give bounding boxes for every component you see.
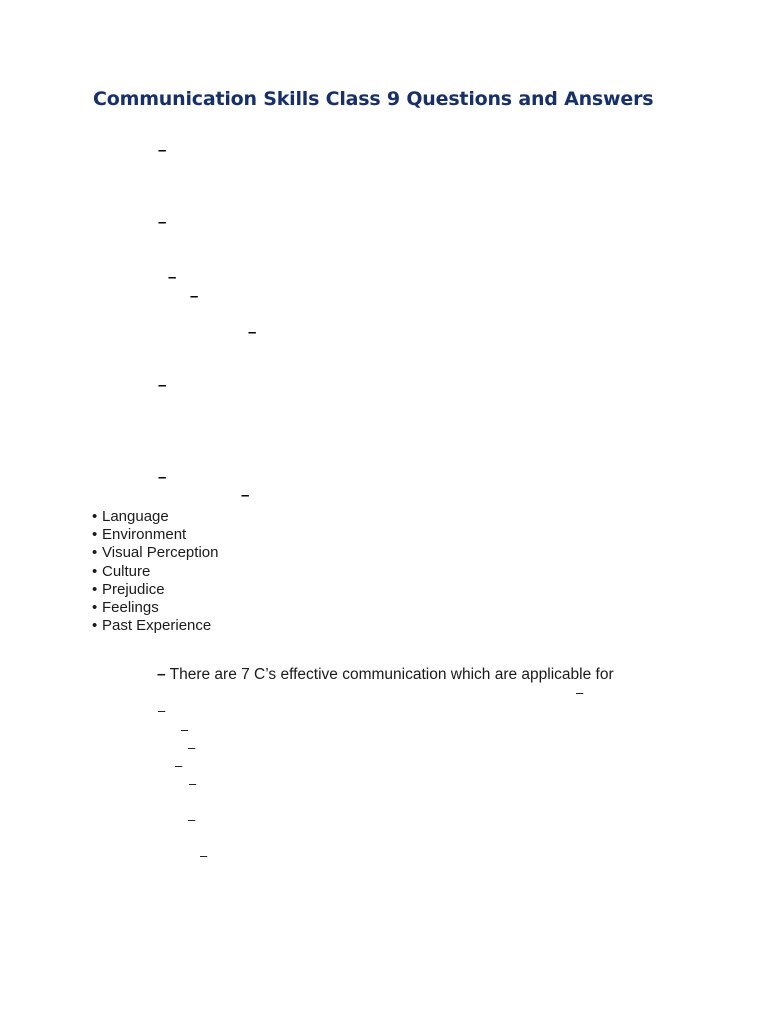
seven-cs-answer <box>157 666 614 684</box>
answer-dash-marker: – <box>175 758 183 773</box>
answer-dash-marker: – <box>190 288 199 305</box>
answer-dash-marker: – <box>188 740 196 755</box>
answer-dash-marker: – <box>200 848 208 863</box>
bullet-icon: • <box>92 617 98 635</box>
answer-dash-marker: – <box>576 685 584 700</box>
list-item <box>92 508 218 526</box>
answer-dash-marker: – <box>168 269 177 286</box>
bullet-icon: • <box>92 599 98 617</box>
page-title: Communication Skills Class 9 Questions and Answers <box>93 88 654 110</box>
bullet-icon: • <box>92 580 98 598</box>
list-item-label: Past Experience <box>102 617 212 635</box>
list-item <box>92 617 218 635</box>
answer-dash-marker: – <box>188 812 196 827</box>
list-item-label: Environment <box>102 526 187 544</box>
answer-dash-marker: – <box>189 776 197 791</box>
seven-cs-answer-text: There are 7 C’s effective communication which are applicable for <box>169 666 614 683</box>
bullet-icon: • <box>92 508 98 525</box>
answer-dash-marker: – <box>158 703 166 718</box>
answer-dash-marker: – <box>157 666 166 683</box>
list-item-label: Feelings <box>102 599 159 617</box>
list-item <box>92 563 218 581</box>
list-item <box>92 581 218 599</box>
answer-dash-marker: – <box>158 377 167 394</box>
bullet-icon: • <box>92 526 98 544</box>
answer-dash-marker: – <box>181 722 189 737</box>
answer-dash-marker: – <box>158 142 167 159</box>
bullet-icon: • <box>92 544 98 562</box>
answer-dash-marker: – <box>158 469 167 486</box>
list-item-label: Language <box>102 508 169 525</box>
list-item <box>92 544 218 562</box>
answer-dash-marker: – <box>158 214 167 231</box>
list-item <box>92 526 218 544</box>
list-item <box>92 599 218 617</box>
answer-dash-marker: – <box>248 324 257 341</box>
answer-dash-marker: – <box>241 487 250 504</box>
factors-bullet-list <box>92 508 218 635</box>
bullet-icon: • <box>92 562 98 580</box>
list-item-label: Prejudice <box>102 580 165 598</box>
list-item-label: Culture <box>102 562 151 580</box>
list-item-label: Visual Perception <box>102 544 219 562</box>
